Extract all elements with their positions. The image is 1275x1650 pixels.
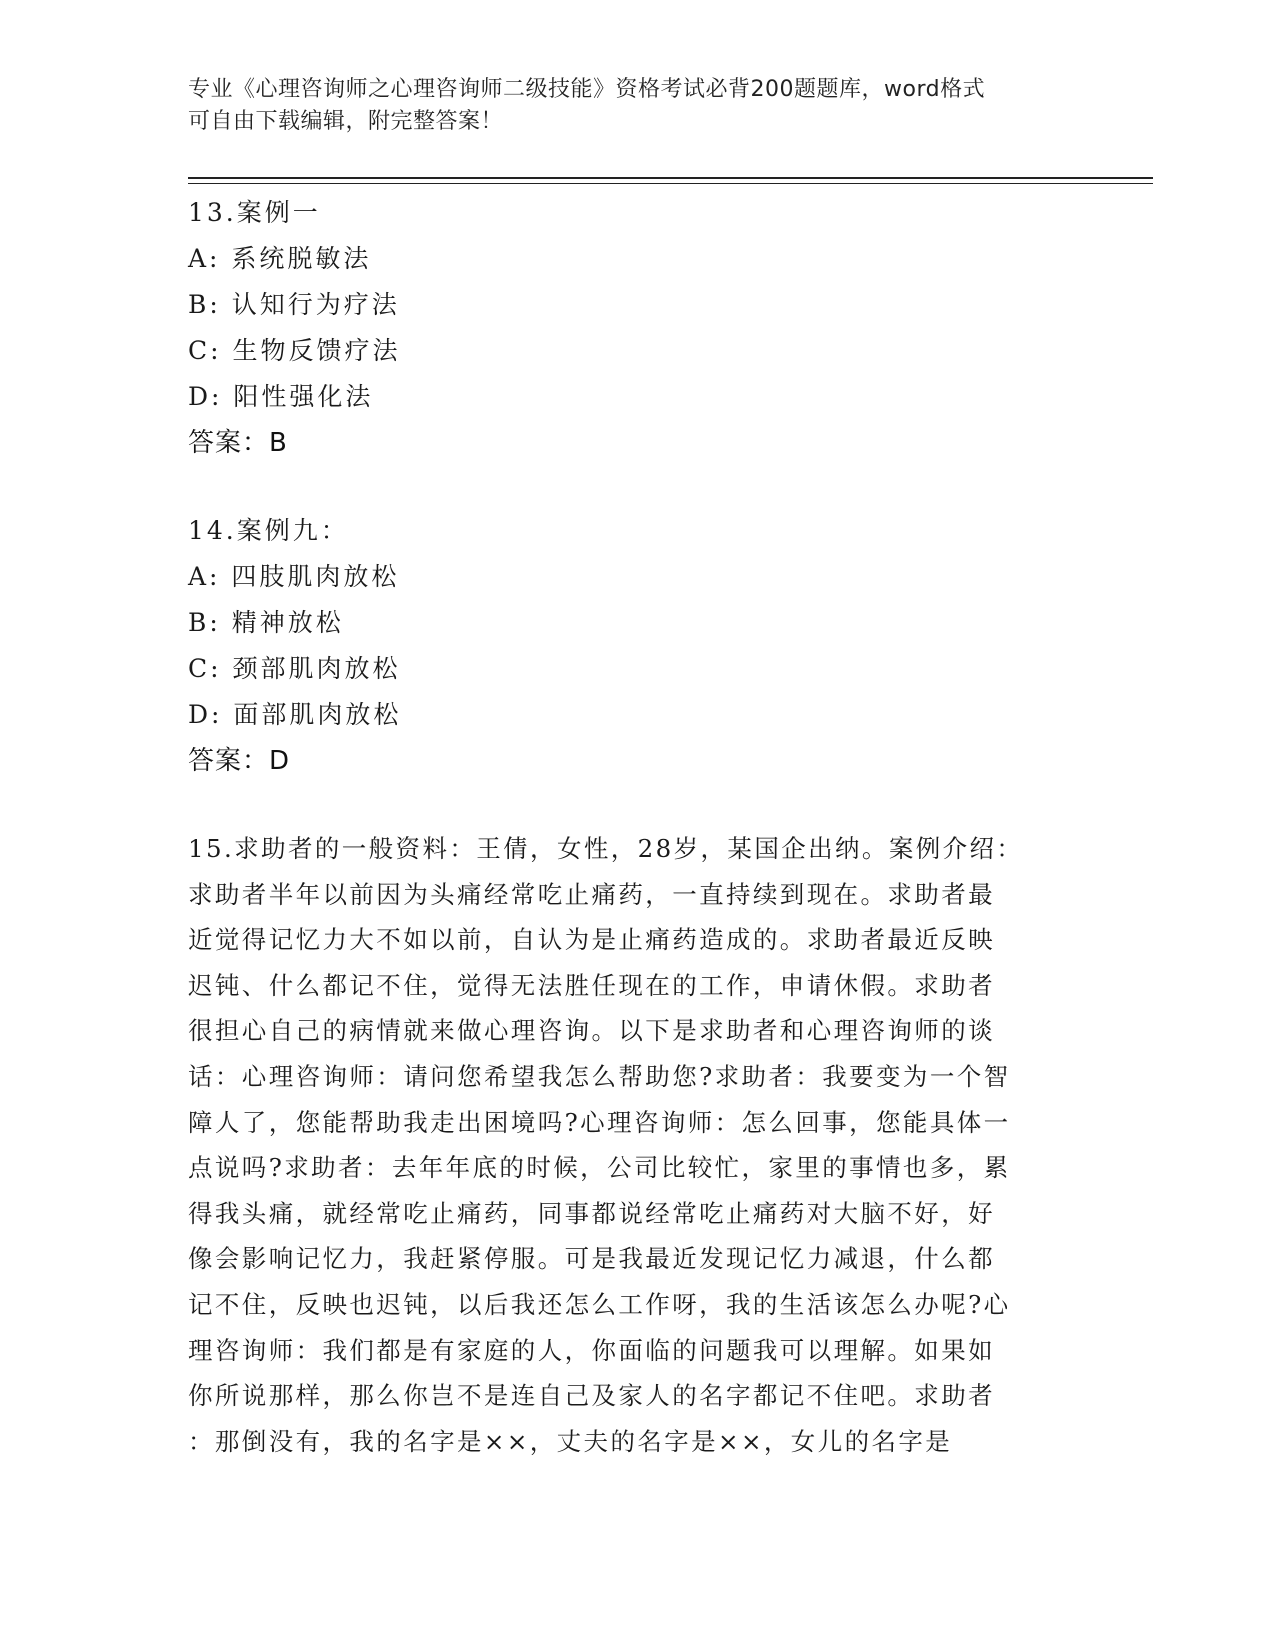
option-d: D: 阳性强化法: [188, 382, 374, 411]
case-text-line: 近觉得记忆力大不如以前，自认为是止痛药造成的。求助者最近反映: [188, 925, 995, 955]
question-15-case-text: [188, 826, 1068, 1464]
case-text-line: 像会影响记忆力，我赶紧停服。可是我最近发现记忆力减退，什么都: [188, 1244, 995, 1274]
case-text-line: 迟钝、什么都记不住，觉得无法胜任现在的工作，申请休假。求助者: [188, 970, 995, 1000]
header-divider-thin: [188, 183, 1153, 184]
option-c: C: 颈部肌肉放松: [188, 654, 401, 683]
option-b: B: 认知行为疗法: [188, 290, 400, 319]
document-header: [188, 74, 1068, 138]
option-d: D: 面部肌肉放松: [188, 700, 402, 729]
document-body: [188, 190, 1068, 1464]
option-a: A: 系统脱敏法: [188, 244, 372, 273]
case-text-line: 理咨询师：我们都是有家庭的人，你面临的问题我可以理解。如果如: [188, 1335, 995, 1365]
header-divider-thick: [188, 177, 1153, 179]
case-text-line: 15.求助者的一般资料：王倩，女性，28岁，某国企出纳。案例介绍：: [188, 834, 1024, 863]
question-title: 14.案例九：: [188, 516, 349, 545]
header-line-1: 专业《心理咨询师之心理咨询师二级技能》资格考试必背200题题库，word格式: [188, 77, 986, 102]
case-text-line: ：那倒没有，我的名字是××，丈夫的名字是××，女儿的名字是: [188, 1426, 953, 1456]
case-text-line: 得我头痛，就经常吃止痛药，同事都说经常吃止痛药对大脑不好，好: [188, 1198, 995, 1228]
question-13: [188, 190, 1068, 466]
header-line-2: 可自由下载编辑，附完整答案！: [188, 109, 504, 134]
question-title: 13.案例一: [188, 198, 321, 227]
spacer: [188, 784, 1068, 826]
case-text-line: 障人了，您能帮助我走出困境吗?心理咨询师：怎么回事，您能具体一: [188, 1107, 1011, 1137]
answer-label: 答案：B: [188, 428, 288, 458]
option-b: B: 精神放松: [188, 608, 344, 637]
case-text-line: 求助者半年以前因为头痛经常吃止痛药，一直持续到现在。求助者最: [188, 879, 995, 909]
spacer: [188, 466, 1068, 508]
case-text-line: 记不住，反映也迟钝，以后我还怎么工作呀，我的生活该怎么办呢?心: [188, 1289, 1011, 1319]
option-c: C: 生物反馈疗法: [188, 336, 401, 365]
question-14: [188, 508, 1068, 784]
case-text-line: 你所说那样，那么你岂不是连自己及家人的名字都记不住吧。求助者: [188, 1381, 995, 1411]
case-text-line: 点说吗?求助者：去年年底的时候，公司比较忙，家里的事情也多，累: [188, 1153, 1011, 1183]
case-text-line: 很担心自己的病情就来做心理咨询。以下是求助者和心理咨询师的谈: [188, 1016, 995, 1046]
option-a: A: 四肢肌肉放松: [188, 562, 400, 591]
case-text-line: 话：心理咨询师：请问您希望我怎么帮助您?求助者：我要变为一个智: [188, 1061, 1011, 1091]
answer-label: 答案：D: [188, 746, 291, 776]
